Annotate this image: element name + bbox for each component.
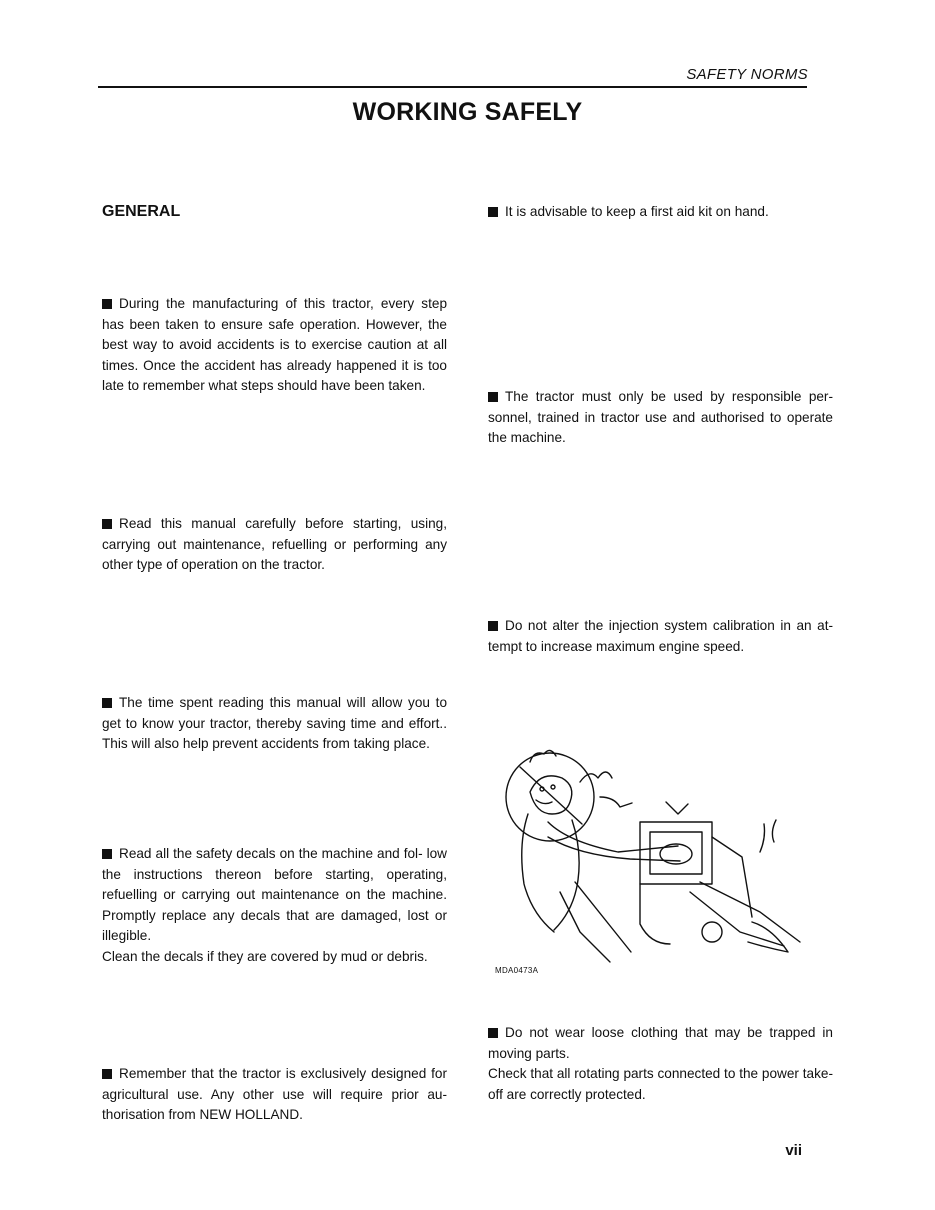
paragraph-responsible-personnel — [488, 387, 833, 449]
figure-code: MDA0473A — [495, 966, 539, 975]
paragraph-safety-decals — [102, 844, 447, 968]
paragraph-text: Remember that the tractor is exclusively designed for agricultural use. Any other use will require prior au‐ thorisation from NEW HOLLAND. — [102, 1066, 447, 1123]
paragraph-text: During the manufacturing of this tractor, every step has been taken to ensure safe operation. However, the best way to avoid accidents is to exercise caution at all times. Once the accident has already happened it is too late to remember what steps should have been taken. — [102, 296, 447, 394]
bullet-icon — [102, 698, 112, 708]
paragraph-loose-clothing — [488, 1023, 833, 1105]
warning-circle-icon — [506, 753, 594, 841]
bullet-icon — [488, 207, 498, 217]
paragraph-text: Check that all rotating parts connected to the power take‐off are correctly protected. — [488, 1066, 833, 1102]
clothing-caught-in-pto-illustration — [490, 742, 806, 972]
paragraph-text: Do not wear loose clothing that may be trapped in moving parts. — [488, 1025, 833, 1061]
paragraph-text: Read this manual carefully before starting, using, carrying out maintenance, refuelling or performing any other type of operation on the tractor. — [102, 516, 447, 573]
bullet-icon — [102, 519, 112, 529]
page-title: WORKING SAFELY — [352, 98, 583, 126]
page-header — [0, 0, 935, 95]
section-label: SAFETY NORMS — [686, 66, 808, 83]
paragraph-text: It is advisable to keep a first aid kit on hand. — [505, 204, 769, 219]
header-divider — [98, 86, 807, 88]
bullet-icon — [488, 392, 498, 402]
paragraph-first-aid — [488, 202, 833, 223]
general-heading: GENERAL — [102, 203, 181, 220]
paragraph-text: The tractor must only be used by responsible per‐ sonnel, trained in tractor use and authorised to operate the machine. — [488, 389, 833, 446]
bullet-icon — [102, 849, 112, 859]
bullet-icon — [488, 1028, 498, 1038]
bullet-icon — [102, 1069, 112, 1079]
paragraph-text: Do not alter the injection system calibration in an at‐ tempt to increase maximum engine speed. — [488, 618, 833, 654]
paragraph-injection-calibration — [488, 616, 833, 657]
paragraph-read-manual — [102, 514, 447, 576]
paragraph-manufacturing-safety — [102, 294, 447, 397]
paragraph-time-spent — [102, 693, 447, 755]
page-number: vii — [785, 1142, 802, 1159]
bullet-icon — [488, 621, 498, 631]
paragraph-text: Read all the safety decals on the machine and fol‐ low the instructions thereon before starting, operating, refuelling or carrying out maintenance on the machine. Promptly replace any decals that are damaged, lost or illegible. — [102, 846, 447, 944]
paragraph-agricultural-use — [102, 1064, 447, 1126]
bullet-icon — [102, 299, 112, 309]
paragraph-text: Clean the decals if they are covered by mud or debris. — [102, 948, 428, 964]
paragraph-text: The time spent reading this manual will allow you to get to know your tractor, thereby saving time and effort.. This will also help prevent accidents from taking place. — [102, 695, 447, 752]
